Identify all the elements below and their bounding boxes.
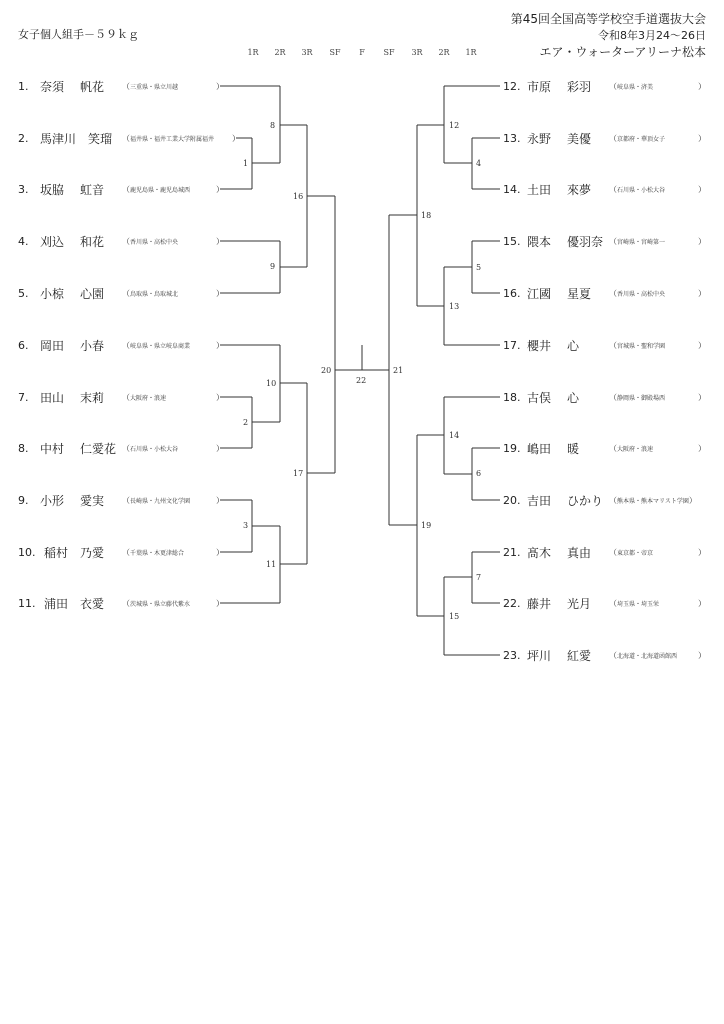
match-number: 21 — [393, 366, 404, 375]
close-paren: ） — [698, 341, 706, 350]
round-label-left-3r: 3R — [301, 48, 313, 57]
match-number: 15 — [449, 612, 460, 621]
school-name: （岐阜県・済美 — [609, 81, 654, 91]
match-number: 18 — [421, 211, 432, 220]
match-number: 5 — [476, 263, 482, 272]
close-paren: ） — [216, 599, 224, 608]
seed-number: 15. — [503, 234, 521, 248]
seed-number: 1. — [18, 79, 29, 93]
close-paren: ） — [698, 393, 706, 402]
given-name: 笑瑠 — [88, 131, 113, 146]
given-name: ひかり — [567, 493, 604, 508]
right-entry-17 — [503, 337, 665, 353]
seed-number: 2. — [18, 131, 29, 145]
match-number: 13 — [449, 302, 460, 311]
close-paren: ） — [216, 289, 224, 298]
family-name: 刈込 — [40, 234, 65, 249]
left-entry-7 — [18, 389, 166, 405]
school-name: （福井県・福井工業大学附属福井 — [122, 133, 215, 143]
right-entry-21 — [503, 544, 653, 560]
seed-number: 10. — [18, 545, 36, 559]
match-number: 7 — [476, 573, 482, 582]
family-name: 小椋 — [40, 286, 65, 301]
left-entry-2 — [18, 130, 214, 146]
seed-number: 13. — [503, 131, 521, 145]
left-entry-8 — [18, 440, 178, 456]
round-label-final: F — [359, 48, 365, 57]
round-label-right-sf: SF — [383, 48, 395, 57]
match-number: 8 — [270, 121, 276, 130]
given-name: 真由 — [567, 545, 592, 560]
close-paren: ） — [698, 599, 706, 608]
close-paren: ） — [698, 651, 706, 660]
family-name: 古俣 — [527, 390, 552, 405]
close-paren: ） — [698, 289, 706, 298]
match-number: 6 — [476, 469, 482, 478]
given-name: 暖 — [567, 441, 580, 456]
given-name: 帆花 — [80, 79, 105, 94]
round-label-right-3r: 3R — [411, 48, 423, 57]
family-name: 江國 — [527, 286, 552, 301]
close-paren: ） — [232, 134, 240, 143]
seed-number: 21. — [503, 545, 521, 559]
seed-number: 18. — [503, 390, 521, 404]
left-entry-11 — [18, 595, 190, 611]
right-entry-12 — [503, 78, 653, 94]
seed-number: 23. — [503, 648, 521, 662]
given-name: 美優 — [567, 131, 592, 146]
right-entry-19 — [503, 440, 653, 456]
right-entry-23 — [503, 647, 677, 663]
family-name: 坂脇 — [40, 182, 65, 197]
seed-number: 7. — [18, 390, 29, 404]
event-title: 女子個人組手－５９ｋｇ — [18, 28, 139, 41]
right-entry-14 — [503, 181, 665, 197]
close-paren: ） — [698, 444, 706, 453]
school-name: （石川県・小松大谷 — [122, 443, 179, 453]
close-paren: ） — [216, 393, 224, 402]
school-name: （大阪府・浪速 — [122, 392, 167, 402]
given-name: 優羽奈 — [567, 234, 604, 249]
given-name: 乃愛 — [80, 545, 105, 560]
seed-number: 16. — [503, 286, 521, 300]
seed-number: 17. — [503, 338, 521, 352]
match-number: 14 — [449, 431, 460, 440]
school-name: （大阪府・浪速 — [609, 443, 654, 453]
family-name: 稲村 — [44, 545, 69, 560]
school-name: （千葉県・木更津総合 — [122, 547, 185, 557]
school-name: （三重県・県立川越 — [122, 81, 179, 91]
given-name: 衣愛 — [80, 596, 105, 611]
match-number: 17 — [293, 469, 304, 478]
given-name: 心 — [567, 390, 580, 405]
family-name: 土田 — [527, 182, 552, 197]
left-entry-4 — [18, 233, 178, 249]
match-number: 22 — [356, 376, 367, 385]
family-name: 坪川 — [527, 648, 552, 663]
family-name: 髙木 — [527, 545, 552, 560]
seed-number: 11. — [18, 596, 36, 610]
seed-number: 12. — [503, 79, 521, 93]
round-label-right-1r: 1R — [465, 48, 477, 57]
school-name: （静岡県・御殿場西 — [609, 392, 666, 402]
given-name: 彩羽 — [567, 79, 592, 94]
right-entry-13 — [503, 130, 665, 146]
tournament-title: 第45回全国高等学校空手道選抜大会 — [510, 12, 706, 26]
school-name: （京都府・華頂女子 — [609, 133, 666, 143]
school-name: （鳥取県・鳥取城北 — [122, 288, 179, 298]
seed-number: 19. — [503, 441, 521, 455]
school-name: （宮城県・聖和学園 — [609, 340, 666, 350]
match-number: 16 — [293, 192, 304, 201]
right-entry-18 — [503, 389, 665, 405]
school-name: （埼玉県・埼玉栄 — [609, 598, 660, 608]
close-paren: ） — [698, 134, 706, 143]
match-number: 11 — [266, 560, 277, 569]
family-name: 小形 — [40, 493, 65, 508]
school-name: （岐阜県・県立岐阜商業 — [122, 340, 191, 350]
close-paren: ） — [216, 341, 224, 350]
right-entry-20 — [503, 492, 697, 508]
close-paren: ） — [698, 237, 706, 246]
match-number: 19 — [421, 521, 432, 530]
round-label-left-1r: 1R — [247, 48, 259, 57]
seed-number: 14. — [503, 182, 521, 196]
close-paren: ） — [216, 185, 224, 194]
school-name: （香川県・高松中央 — [122, 236, 179, 246]
family-name: 吉田 — [527, 493, 552, 508]
family-name: 嶋田 — [527, 441, 552, 456]
tournament-dates: 令和8年3月24〜26日 — [598, 29, 706, 42]
close-paren: ） — [216, 82, 224, 91]
given-name: 紅愛 — [567, 648, 592, 663]
match-number: 2 — [243, 418, 249, 427]
match-number: 12 — [449, 121, 460, 130]
seed-number: 9. — [18, 493, 29, 507]
school-name: （東京都・帝京 — [609, 547, 654, 557]
given-name: 心園 — [80, 286, 105, 301]
given-name: 仁愛花 — [80, 441, 117, 456]
round-label-left-2r: 2R — [274, 48, 286, 57]
given-name: 光月 — [567, 596, 592, 611]
round-label-left-sf: SF — [329, 48, 341, 57]
family-name: 田山 — [40, 390, 65, 405]
seed-number: 3. — [18, 182, 29, 196]
given-name: 虹音 — [80, 182, 105, 197]
close-paren: ） — [698, 548, 706, 557]
family-name: 中村 — [40, 441, 65, 456]
close-paren: ） — [216, 237, 224, 246]
left-entry-9 — [18, 492, 190, 508]
match-number: 9 — [270, 262, 276, 271]
close-paren: ） — [216, 548, 224, 557]
left-entry-6 — [18, 337, 190, 353]
close-paren: ） — [216, 496, 224, 505]
match-number: 10 — [266, 379, 277, 388]
close-paren: ） — [698, 185, 706, 194]
school-name: （香川県・高松中央 — [609, 288, 666, 298]
round-label-right-2r: 2R — [438, 48, 450, 57]
venue: エア・ウォーターアリーナ松本 — [539, 45, 706, 59]
family-name: 市原 — [527, 79, 552, 94]
family-name: 岡田 — [40, 338, 65, 353]
school-name: （長崎県・九州文化学園 — [122, 495, 191, 505]
match-number: 4 — [476, 159, 482, 168]
match-number: 1 — [243, 159, 249, 168]
right-entry-22 — [503, 595, 659, 611]
left-entry-5 — [18, 285, 178, 301]
match-number: 3 — [243, 521, 249, 530]
right-entry-16 — [503, 285, 665, 301]
family-name: 櫻井 — [527, 338, 552, 353]
seed-number: 8. — [18, 441, 29, 455]
left-entry-10 — [18, 544, 184, 560]
school-name: （茨城県・県立藤代紫水 — [122, 598, 191, 608]
right-entry-15 — [503, 233, 665, 249]
given-name: 愛実 — [80, 493, 105, 508]
given-name: 末莉 — [80, 390, 105, 405]
seed-number: 22. — [503, 596, 521, 610]
family-name: 奈須 — [40, 79, 65, 94]
school-name: （北海道・北海道函館西 — [609, 650, 678, 660]
match-number: 20 — [321, 366, 332, 375]
family-name: 馬津川 — [40, 131, 77, 146]
seed-number: 6. — [18, 338, 29, 352]
seed-number: 20. — [503, 493, 521, 507]
school-name: （宮崎県・宮崎第一 — [609, 236, 666, 246]
given-name: 小春 — [80, 338, 105, 353]
close-paren: ） — [216, 444, 224, 453]
family-name: 隈本 — [527, 234, 552, 249]
close-paren: ） — [698, 82, 706, 91]
given-name: 心 — [567, 338, 580, 353]
given-name: 來夢 — [567, 182, 592, 197]
family-name: 藤井 — [527, 596, 552, 611]
left-entry-1 — [18, 78, 178, 94]
family-name: 永野 — [527, 131, 552, 146]
school-name: （鹿児島県・鹿児島城西 — [122, 184, 191, 194]
seed-number: 4. — [18, 234, 29, 248]
given-name: 星夏 — [567, 286, 592, 301]
given-name: 和花 — [80, 234, 105, 249]
left-entry-3 — [18, 181, 190, 197]
seed-number: 5. — [18, 286, 29, 300]
school-name: （石川県・小松大谷 — [609, 184, 666, 194]
family-name: 浦田 — [44, 596, 69, 611]
school-name: （熊本県・熊本マリスト学園） — [609, 495, 697, 505]
